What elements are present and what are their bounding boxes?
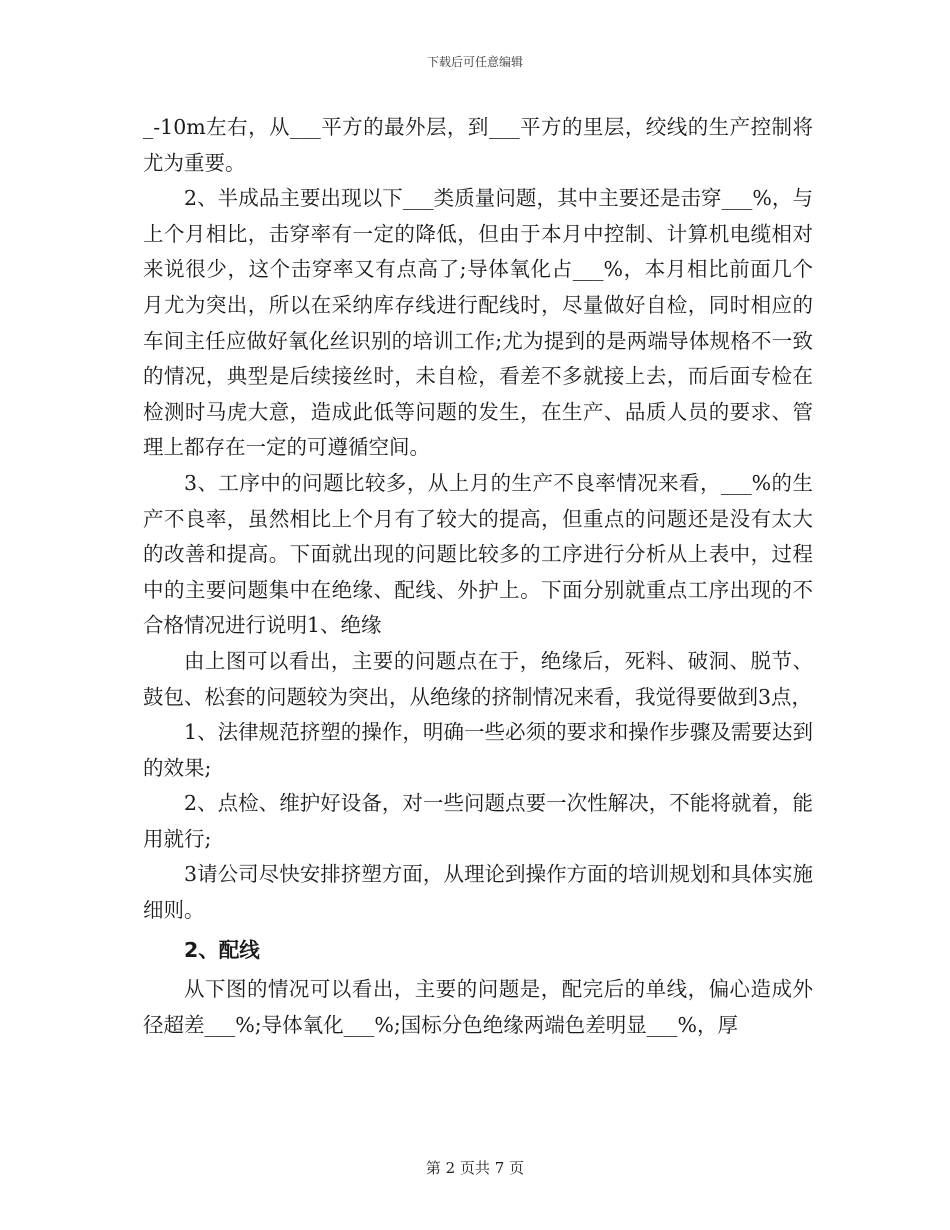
paragraph-wiring-analysis: 从下图的情况可以看出，主要的问题是，配完后的单线，偏心造成外径超差___%;导体氧化___%;国标分色绝缘两端色差明显___%，厚: [143, 977, 813, 1037]
paragraph-point-2: 2、点检、维护好设备，对一些问题点要一次性解决，不能将就着，能用就行;: [143, 791, 813, 851]
paragraph-point-1: 1、法律规范挤塑的操作，明确一些必须的要求和操作步骤及需要达到的效果;: [143, 720, 813, 780]
paragraph-point-3: 3请公司尽快安排挤塑方面，从理论到操作方面的培训规划和具体实施细则。: [143, 862, 813, 923]
page-header: 下载后可任意编辑: [426, 55, 523, 69]
paragraph-continuation: _-10m左右，从___平方的最外层，到___平方的里层，绞线的生产控制将尤为重要。: [143, 115, 813, 175]
paragraph-process-issues: 3、工序中的问题比较多，从上月的生产不良率情况来看，___%的生产不良率，虽然相比上个月有了较大的提高，但重点的问题还是没有太大的改善和提高。下面就出现的问题比较多的工序进行分析从上表中，过程中的主要问题集中在绝缘、配线、外护上。下面分别就重点工序出现的不合格情况进行说明1、绝缘: [143, 470, 813, 638]
section-heading-wiring: 2、配线: [184, 937, 260, 962]
page-footer: 第 2 页共 7 页: [425, 1159, 525, 1177]
paragraph-insulation-analysis: 由上图可以看出，主要的问题点在于，绝缘后，死料、破洞、脱节、鼓包、松套的问题较为突出，从绝缘的挤制情况来看，我觉得要做到3点，: [143, 648, 813, 709]
document-body: [143, 110, 813, 1043]
paragraph-semi-finished-issues: 2、半成品主要出现以下___类质量问题，其中主要还是击穿___%，与上个月相比，击穿率有一定的降低，但由于本月中控制、计算机电缆相对来说很少，这个击穿率又有点高了;导体氧化占___%，本月相比前面几个月尤为突出，所以在采纳库存线进行配线时，尽量做好自检，同时相应的车间主任应做好氧化丝识别的培训工作;尤为提到的是两端导体规格不一致的情况，典型是后续接丝时，未自检，看差不多就接上去，而后面专检在检测时马虎大意，造成此低等问题的发生，在生产、品质人员的要求、管理上都存在一定的可遵循空间。: [143, 186, 813, 460]
